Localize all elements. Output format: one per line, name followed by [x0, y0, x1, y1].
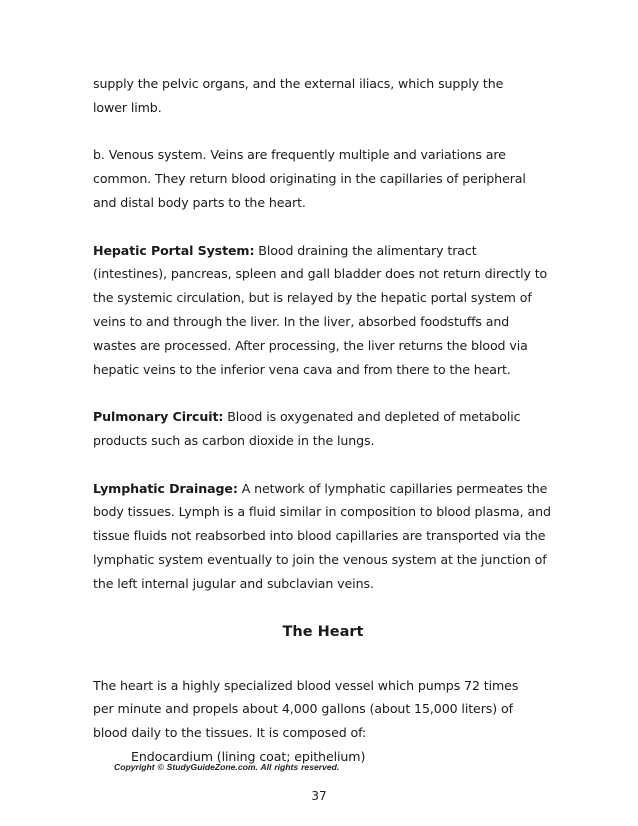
section-heading-the-heart: The Heart — [282, 623, 364, 640]
document-body — [93, 72, 553, 769]
hepatic-portal-text: Blood draining the alimentary tract (intestines), pancreas, spleen and gall bladder does not return directly to the systemic circulation, but is relayed by the hepatic portal system of veins to and through the liver. In the liver, absorbed foodstuffs and wastes are processed. After processing, the liver returns the blood via hepatic veins to the inferior vena cava and from there to the heart. — [93, 242, 548, 377]
paragraph-lymphatic-drainage — [93, 477, 553, 596]
list-item-endocardium: Endocardium (lining coat; epithelium) — [131, 748, 366, 764]
paragraph-hepatic-portal-system — [93, 239, 553, 382]
pulmonary-circuit-text: Blood is oxygenated and depleted of metabolic products such as carbon dioxide in the lungs. — [93, 409, 521, 448]
paragraph-heart-description: The heart is a highly specialized blood vessel which pumps 72 times per minute and propels about 4,000 gallons (about 15,000 liters) of blood daily to the tissues. It is composed of: — [93, 677, 519, 741]
page-number: 37 — [311, 789, 327, 803]
footer-copyright: Copyright © StudyGuideZone.com. All rights reserved. — [114, 762, 340, 772]
paragraph-venous-system: b. Venous system. Veins are frequently multiple and variations are common. They return blood originating in the capillaries of peripheral and distal body parts to the heart. — [93, 147, 526, 210]
paragraph-pulmonary-circuit — [93, 405, 538, 453]
lymphatic-drainage-text: A network of lymphatic capillaries permeates the body tissues. Lymph is a fluid similar in composition to blood plasma, and tissue fluids not reabsorbed into blood capillaries are transported via the lymphatic system eventually to join the venous system at the junction of the left internal jugular and subclavian veins. — [93, 480, 551, 591]
term-hepatic-portal-system: Hepatic Portal System: — [93, 242, 255, 258]
term-pulmonary-circuit: Pulmonary Circuit: — [93, 409, 224, 425]
paragraph-arterial-continuation: supply the pelvic organs, and the external iliacs, which supply the lower limb. — [93, 76, 504, 115]
term-lymphatic-drainage: Lymphatic Drainage: — [93, 480, 238, 496]
